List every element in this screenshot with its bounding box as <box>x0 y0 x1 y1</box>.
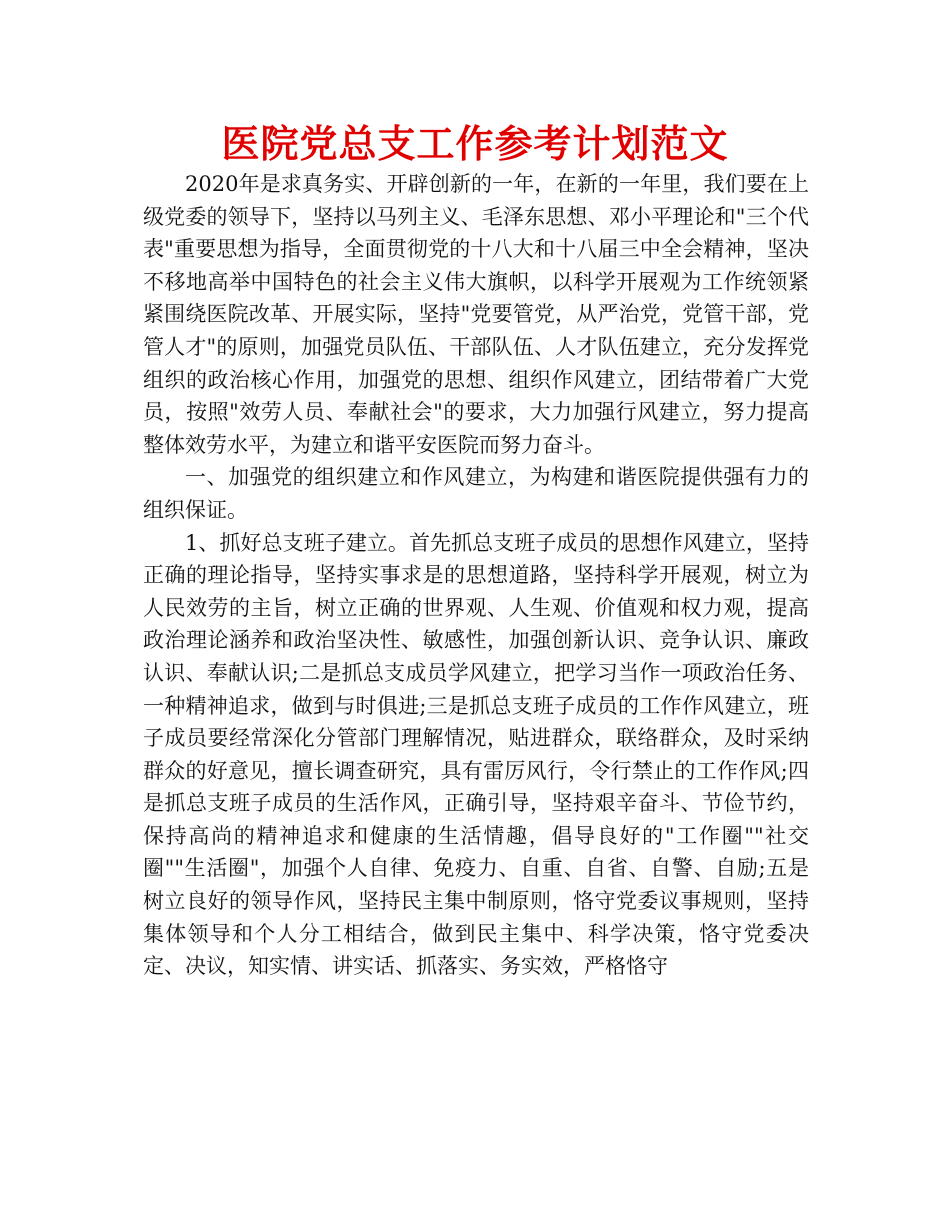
document-title: 医院党总支工作参考计划范文 <box>221 122 729 166</box>
document-body <box>143 168 809 983</box>
paragraph-item-one: 1、抓好总支班子建立。首先抓总支班子成员的思想作风建立，坚持正确的理论指导，坚持实事求是的思想道路，坚持科学开展观，树立为人民效劳的主旨，树立正确的世界观、人生观、价值观和权力观，提高政治理论涵养和政治坚决性、敏感性，加强创新认识、竞争认识、廉政认识、奉献认识;二是抓总支成员学风建立，把学习当作一项政治任务、一种精神追求，做到与时俱进;三是抓总支班子成员的工作作风建立，班子成员要经常深化分管部门理解情况，贴进群众，联络群众，及时采纳群众的好意见，擅长调查研究，具有雷厉风行，令行禁止的工作作风;四是抓总支班子成员的生活作风，正确引导，坚持艰辛奋斗、节俭节约，保持高尚的精神追求和健康的生活情趣，倡导良好的"工作圈""社交圈""生活圈"，加强个人自律、免疫力、自重、自省、自警、自励;五是树立良好的领导作风，坚持民主集中制原则，恪守党委议事规则，坚持集体领导和个人分工相结合，做到民主集中、科学决策，恪守党委决定、决议，知实情、讲实话、抓落实、务实效，严格恪守 <box>143 530 809 979</box>
paragraph-intro: 2020年是求真务实、开辟创新的一年，在新的一年里，我们要在上级党委的领导下，坚持以马列主义、毛泽东思想、邓小平理论和"三个代表"重要思想为指导，全面贯彻党的十八大和十八届三中全会精神，坚决不移地高举中国特色的社会主义伟大旗帜，以科学开展观为工作统领紧紧围绕医院改革、开展实际，坚持"党要管党，从严治党，党管干部，党管人才"的原则，加强党员队伍、干部队伍、人才队伍建立，充分发挥党组织的政治核心作用，加强党的思想、组织作风建立，团结带着广大党员，按照"效劳人员、奉献社会"的要求，大力加强行风建立，努力提高整体效劳水平，为建立和谐平安医院而努力奋斗。 <box>143 172 809 457</box>
paragraph-section-one-heading: 一、加强党的组织建立和作风建立，为构建和谐医院提供强有力的组织保证。 <box>143 465 809 522</box>
